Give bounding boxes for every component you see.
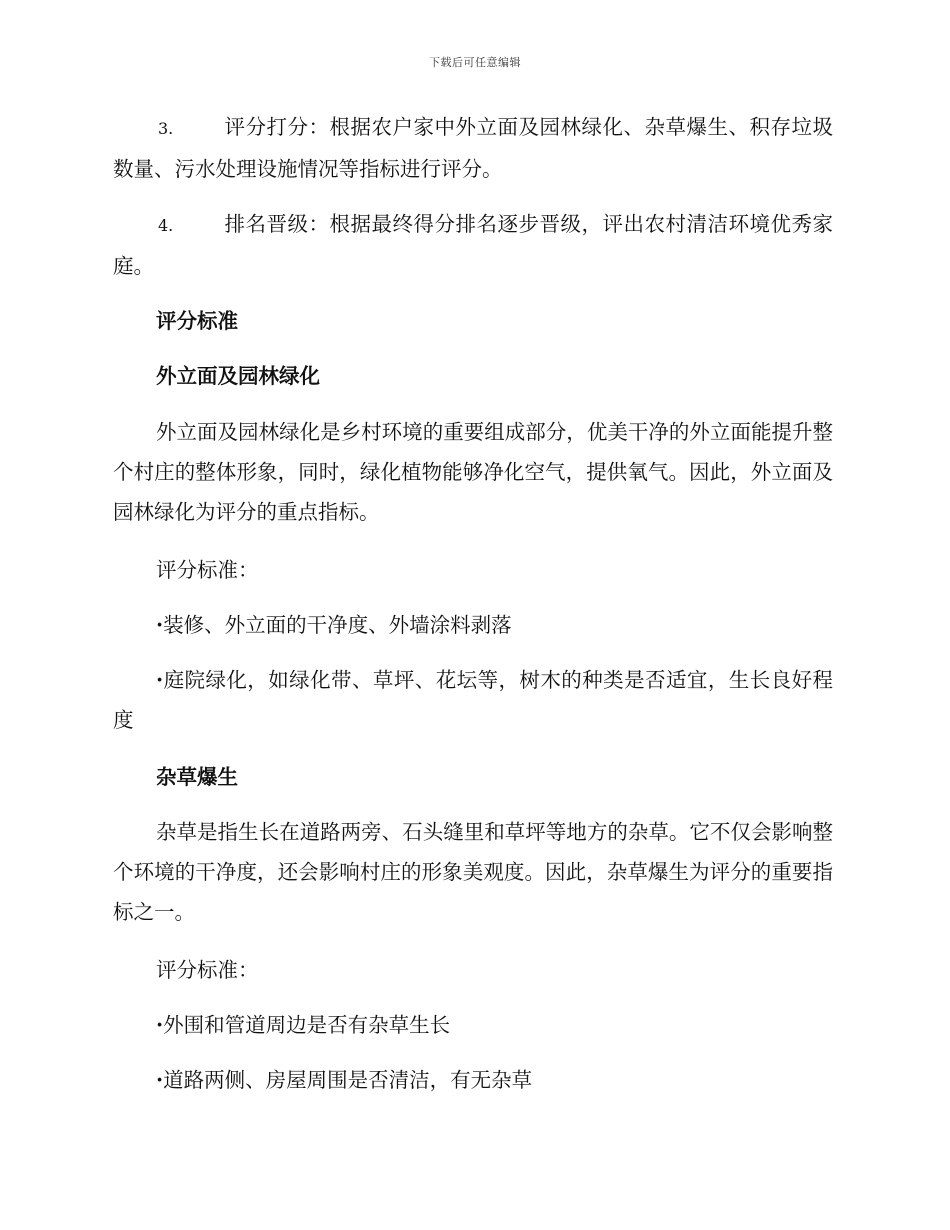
greening-heading: 外立面及园林绿化 (156, 364, 320, 388)
weeds-bullet (113, 1005, 833, 1045)
item-text: 评分打分：根据农户家中外立面及园林绿化、杂草爆生、积存垃圾数量、污水处理设施情况等指标进行评分。 (113, 115, 833, 181)
item-number: 3. (158, 119, 174, 138)
page-header: 下载后可任意编辑 (429, 56, 521, 69)
bullet-text: 庭院绿化，如绿化带、草坪、花坛等，树木的种类是否适宜，生长良好程度 (113, 668, 833, 732)
bullet-text: 装修、外立面的干净度、外墙涂料剥落 (163, 613, 512, 637)
weeds-bullet (113, 1060, 833, 1100)
item-number: 4. (158, 216, 174, 235)
numbered-item (113, 204, 833, 286)
item-text: 排名晋级：根据最终得分排名逐步晋级，评出农村清洁环境优秀家庭。 (113, 212, 833, 278)
section-title: 评分标准 (156, 309, 238, 333)
weeds-paragraph: 杂草是指生长在道路两旁、石头缝里和草坪等地方的杂草。它不仅会影响整个环境的干净度，还会影响村庄的形象美观度。因此，杂草爆生为评分的重要指标之一。 (113, 820, 833, 924)
bullet-icon: · (156, 1068, 164, 1092)
greening-bullet (113, 605, 833, 645)
numbered-item (113, 107, 833, 189)
greening-bullet (113, 660, 833, 740)
bullet-icon: · (156, 1013, 164, 1037)
weeds-heading: 杂草爆生 (156, 765, 238, 789)
greening-paragraph: 外立面及园林绿化是乡村环境的重要组成部分，优美干净的外立面能提升整个村庄的整体形象，同时，绿化植物能够净化空气，提供氧气。因此，外立面及园林绿化为评分的重点指标。 (113, 420, 833, 524)
weeds-criteria-label: 评分标准： (156, 958, 259, 982)
bullet-icon: · (156, 613, 164, 637)
bullet-text: 道路两侧、房屋周围是否清洁，有无杂草 (163, 1068, 533, 1092)
greening-criteria-label: 评分标准： (156, 558, 259, 582)
bullet-text: 外围和管道周边是否有杂草生长 (163, 1013, 451, 1037)
bullet-icon: · (156, 668, 164, 692)
